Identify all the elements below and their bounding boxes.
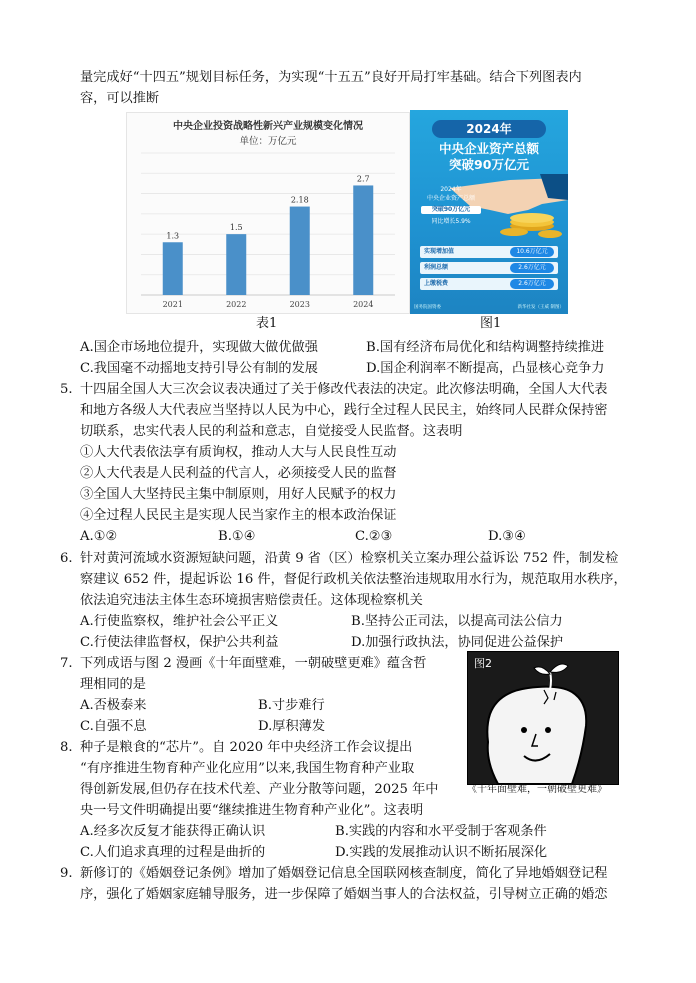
cartoon-figure	[467, 651, 619, 785]
bar-chart	[126, 112, 410, 314]
q6-number: 6.	[60, 551, 73, 566]
chart-value-label: 2.18	[290, 195, 309, 205]
intro-line-1: 量完成好“十四五”规划目标任务，为实现“十五五”良好开局打牢基础。结合下列图表内	[80, 70, 582, 85]
chart-bar	[226, 234, 246, 295]
q7-option-c[interactable]: C.自强不息	[80, 719, 147, 734]
poster-row-value-added	[420, 246, 558, 258]
q5-stem-line-2: 和地方各级人大代表应当坚持以人民为中心，践行全过程人民民主，始终同人民群众保持密	[80, 403, 608, 418]
q4-option-a[interactable]: A.国企市场地位提升，实现做大做优做强	[80, 340, 318, 355]
q8-stem-line-2: “有序推进生物育种产业化应用”以来,我国生物育种产业取	[80, 761, 415, 776]
q8-option-c[interactable]: C.人们追求真理的过程是曲折的	[80, 845, 266, 860]
assets-poster	[410, 110, 568, 314]
poster-small-3: 突破90万亿元	[421, 206, 481, 214]
poster-footer	[414, 304, 564, 311]
q5-stem-line-1: 十四届全国人大三次会议表决通过了关于修改代表法的决定。此次修法明确，全国人大代表	[80, 382, 608, 397]
q5-statement-4: ④全过程人民民主是实现人民当家作主的根本政治保证	[80, 508, 397, 523]
q5-option-a[interactable]: A.①②	[80, 529, 118, 544]
chart-subtitle: 单位：万亿元	[239, 136, 297, 147]
q6-option-a[interactable]: A.行使监察权，维护社会公平正义	[80, 614, 279, 629]
chart-bar	[290, 207, 310, 295]
poster-row-label: 实现增加值	[424, 248, 455, 255]
q7-stem-line-2: 理相同的是	[80, 677, 146, 692]
poster-row-taxes	[420, 278, 558, 290]
q7-option-a[interactable]: A.否极泰来	[80, 698, 147, 713]
q5-statement-2: ②人大代表是人民利益的代言人，必须接受人民的监督	[80, 466, 397, 481]
poster-headline-2: 突破90万亿元	[449, 157, 529, 172]
chart-bar	[353, 185, 373, 295]
chart-x-tick-label: 2023	[289, 300, 310, 309]
q6-stem-line-1: 针对黄河流域水资源短缺问题，沿黄 9 省（区）检察机关立案办理公益诉讼 752 件，制发检	[80, 551, 619, 566]
poster-small-1: 2024年	[440, 186, 462, 193]
poster-small-2: 中央企业资产总额	[426, 195, 475, 202]
poster-small-4: 同比增长5.9%	[431, 218, 471, 225]
cartoon-caption: 《十年面壁难，一朝破壁更难》	[467, 784, 607, 795]
q5-statement-1: ①人大代表依法享有质询权，推动人大与人民良性互动	[80, 445, 397, 460]
q8-option-d[interactable]: D.实践的发展推动认识不断拓展深化	[335, 845, 548, 860]
chart-x-tick-label: 2021	[162, 300, 183, 309]
table-caption: 表1	[256, 316, 278, 331]
q7-option-d[interactable]: D.厚积薄发	[258, 719, 326, 734]
poster-row-value: 2.6万亿元	[510, 263, 554, 273]
poster-headline-1: 中央企业资产总额	[438, 141, 539, 156]
chart-x-tick-label: 2022	[226, 300, 247, 309]
q6-stem-line-3: 依法追究违法主体生态环境损害赔偿责任。这体现检察机关	[80, 593, 423, 608]
figure-caption: 图1	[480, 316, 502, 331]
q5-stem-line-3: 切联系，忠实代表人民的利益和意志，自觉接受人民监督。这表明	[80, 424, 463, 439]
q6-option-b[interactable]: B.坚持公正司法，以提高司法公信力	[351, 614, 563, 629]
poster-row-value: 2.6万亿元	[510, 279, 554, 289]
cartoon-label: 图2	[474, 657, 492, 670]
q9-number: 9.	[60, 866, 73, 881]
q5-number: 5.	[60, 382, 73, 397]
poster-badge: 2024年	[432, 120, 546, 138]
q6-stem-line-2: 察建议 652 件，提起诉讼 16 件，督促行政机关依法整治违规取用水行为，规范取用水秩序，	[80, 572, 627, 587]
intro-line-2: 容，可以推断	[80, 91, 160, 106]
q9-stem-line-1: 新修订的《婚姻登记条例》增加了婚姻登记信息全国联网核查制度，简化了异地婚姻登记程	[80, 866, 608, 881]
q8-option-b[interactable]: B.实践的内容和水平受制于客观条件	[335, 824, 547, 839]
poster-footer-right: 新华社发（王威 制图）	[517, 305, 564, 310]
chart-bar	[163, 242, 183, 295]
chart-value-label: 1.3	[166, 231, 180, 241]
q4-option-b[interactable]: B.国有经济布局优化和结构调整持续推进	[366, 340, 605, 355]
poster-row-label: 利润总额	[424, 264, 449, 271]
bar-chart-svg	[127, 113, 409, 313]
q8-number: 8.	[60, 740, 73, 755]
q7-stem-line-1: 下列成语与图 2 漫画《十年面壁难，一朝破壁更难》蕴含哲	[80, 656, 427, 671]
q8-stem-line-3: 得创新发展,但仍存在技术代差、产业分散等问题，2025 年中	[80, 782, 439, 797]
q4-option-c[interactable]: C.我国毫不动摇地支持引导公有制的发展	[80, 361, 318, 376]
q5-option-c[interactable]: C.②③	[355, 529, 393, 544]
q8-stem-line-1: 种子是粮食的“芯片”。自 2020 年中央经济工作会议提出	[80, 740, 413, 755]
chart-x-tick-label: 2024	[353, 300, 374, 309]
poster-row-value: 10.6万亿元	[510, 247, 554, 257]
q4-option-d[interactable]: D.国企利润率不断提高，凸显核心竞争力	[366, 361, 605, 376]
q7-option-b[interactable]: B.寸步难行	[258, 698, 325, 713]
chart-value-label: 1.5	[229, 223, 243, 233]
poster-row-profit	[420, 262, 558, 274]
q8-stem-line-4: 央一号文件明确提出要“继续推进生物育种产业化”。这表明	[80, 803, 424, 818]
poster-row-label: 上缴税费	[424, 280, 449, 287]
poster-footer-left: 国务院国资委	[414, 305, 441, 310]
q8-option-a[interactable]: A.经多次反复才能获得正确认识	[80, 824, 266, 839]
q7-number: 7.	[60, 656, 73, 671]
chart-title: 中央企业投资战略性新兴产业规模变化情况	[173, 121, 363, 132]
q5-option-d[interactable]: D.③④	[488, 529, 526, 544]
chart-value-label: 2.7	[356, 174, 370, 184]
q5-statement-3: ③全国人大坚持民主集中制原则，用好人民赋予的权力	[80, 487, 397, 502]
q9-stem-line-2: 序，强化了婚姻家庭辅导服务，进一步保障了婚姻当事人的合法权益，引导树立正确的婚恋	[80, 887, 608, 902]
q5-option-b[interactable]: B.①④	[218, 529, 256, 544]
q6-option-c[interactable]: C.行使法律监督权，保护公共利益	[80, 635, 279, 650]
q6-option-d[interactable]: D.加强行政执法，协同促进公益保护	[351, 635, 564, 650]
